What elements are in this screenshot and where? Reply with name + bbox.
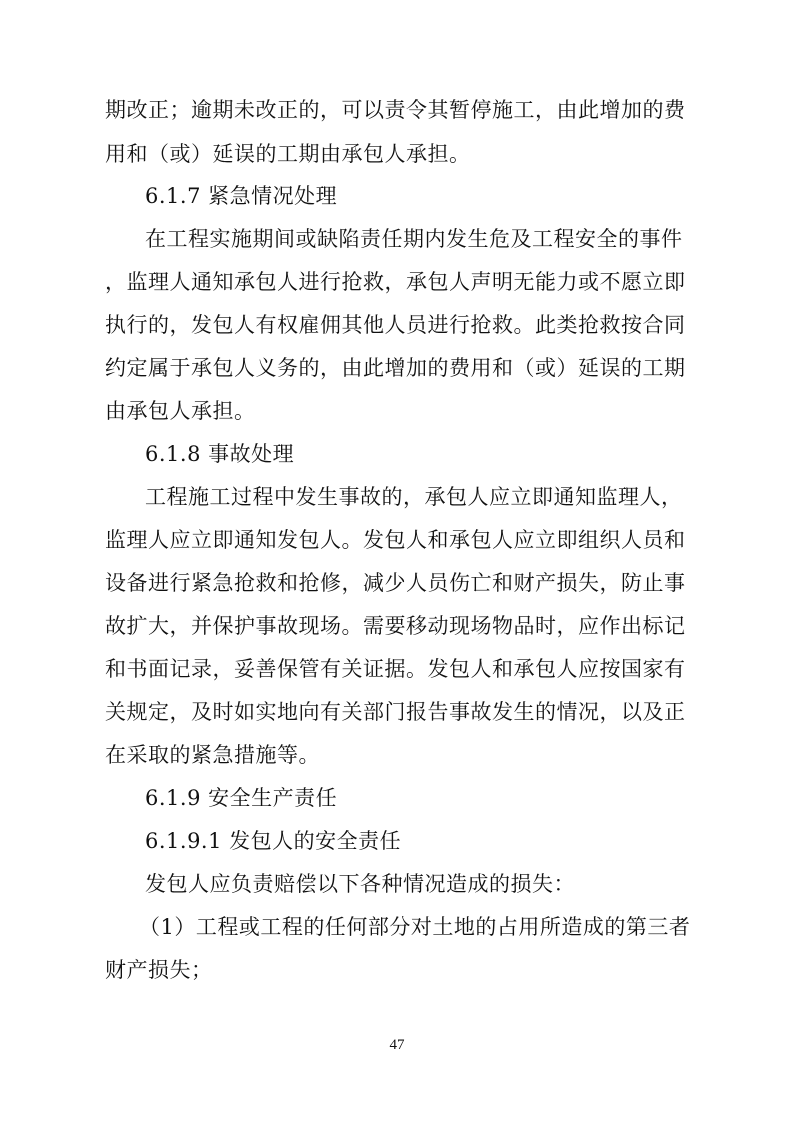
text-line: 用和（或）延误的工期由承包人承担。 bbox=[105, 142, 471, 166]
text-line: 约定属于承包人义务的，由此增加的费用和（或）延误的工期 bbox=[105, 356, 686, 380]
subsection-heading: 6.1.9.1 发包人的安全责任 bbox=[145, 829, 402, 853]
text-line: 设备进行紧急抢救和抢修，减少人员伤亡和财产损失，防止事 bbox=[105, 571, 686, 595]
text-line: 关规定，及时如实地向有关部门报告事故发生的情况，以及正 bbox=[105, 700, 686, 724]
text-line: ，监理人通知承包人进行抢救，承包人声明无能力或不愿立即 bbox=[105, 270, 686, 294]
text-line: 故扩大，并保护事故现场。需要移动现场物品时，应作出标记 bbox=[105, 614, 686, 638]
page-number: 47 bbox=[389, 1037, 405, 1053]
section-heading: 6.1.8 事故处理 bbox=[145, 442, 295, 466]
list-item-line: （1）工程或工程的任何部分对土地的占用所造成的第三者 bbox=[139, 915, 691, 939]
text-line: 执行的，发包人有权雇佣其他人员进行抢救。此类抢救按合同 bbox=[105, 313, 686, 337]
section-heading: 6.1.7 紧急情况处理 bbox=[145, 184, 338, 208]
section-heading: 6.1.9 安全生产责任 bbox=[145, 786, 338, 810]
list-item-line: 财产损失； bbox=[105, 958, 213, 982]
text-line: 在采取的紧急措施等。 bbox=[105, 743, 320, 767]
text-line: 在工程实施期间或缺陷责任期内发生危及工程安全的事件 bbox=[145, 227, 683, 251]
text-line: 和书面记录，妥善保管有关证据。发包人和承包人应按国家有 bbox=[105, 657, 686, 681]
text-line: 由承包人承担。 bbox=[105, 399, 256, 423]
text-line: 监理人应立即通知发包人。发包人和承包人应立即组织人员和 bbox=[105, 528, 686, 552]
text-line: 工程施工过程中发生事故的，承包人应立即通知监理人， bbox=[145, 485, 683, 509]
text-line: 期改正；逾期未改正的，可以责令其暂停施工，由此增加的费 bbox=[105, 98, 686, 122]
text-line: 发包人应负责赔偿以下各种情况造成的损失： bbox=[145, 872, 575, 896]
